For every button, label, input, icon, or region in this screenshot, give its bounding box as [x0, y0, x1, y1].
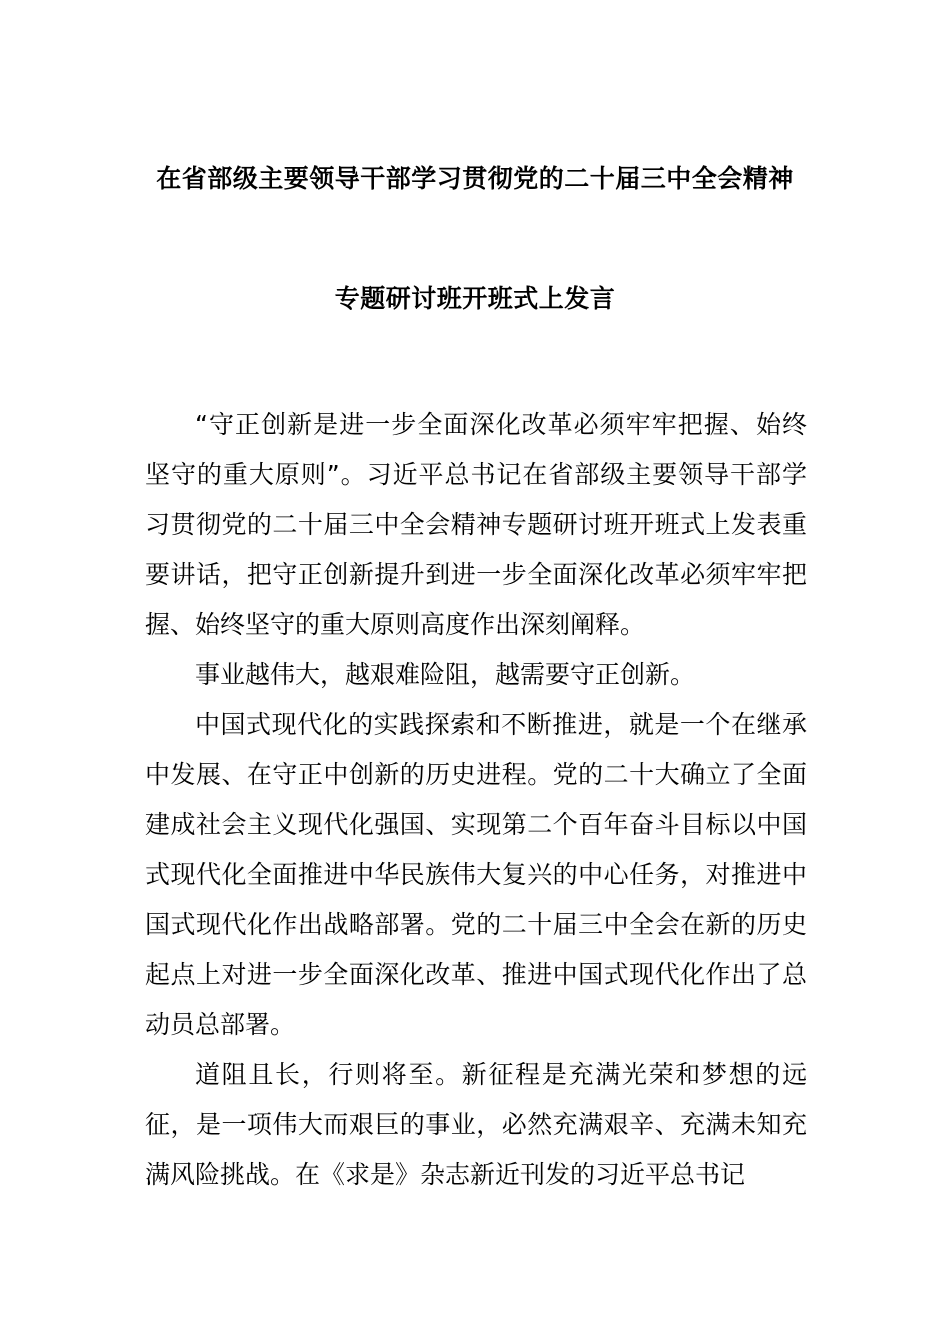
body-paragraph-2: 事业越伟大，越艰难险阻，越需要守正创新。	[195, 660, 696, 689]
document-body	[145, 400, 807, 1200]
document-title-line-1: 在省部级主要领导干部学习贯彻党的二十届三中全会精神	[156, 164, 794, 193]
body-paragraph-1: “守正创新是进一步全面深化改革必须牢牢把握、始终坚守的重大原则”。习近平总书记在省部级主要领导干部学习贯彻党的二十届三中全会精神专题研讨班开班式上发表重要讲话，把守正创新提升到进一步全面深化改革必须牢牢把握、始终坚守的重大原则高度作出深刻阐释。	[145, 410, 807, 639]
body-paragraph-4: 道阻且长，行则将至。新征程是充满光荣和梦想的远征，是一项伟大而艰巨的事业，必然充满艰辛、充满未知充满风险挑战。在《求是》杂志新近刊发的习近平总书记	[145, 1060, 807, 1189]
document-title-line-2: 专题研讨班开班式上发言	[334, 284, 616, 313]
body-paragraph-3: 中国式现代化的实践探索和不断推进，就是一个在继承中发展、在守正中创新的历史进程。党的二十大确立了全面建成社会主义现代化强国、实现第二个百年奋斗目标以中国式现代化全面推进中华民族伟大复兴的中心任务，对推进中国式现代化作出战略部署。党的二十届三中全会在新的历史起点上对进一步全面深化改革、推进中国式现代化作出了总动员总部署。	[145, 710, 807, 1039]
